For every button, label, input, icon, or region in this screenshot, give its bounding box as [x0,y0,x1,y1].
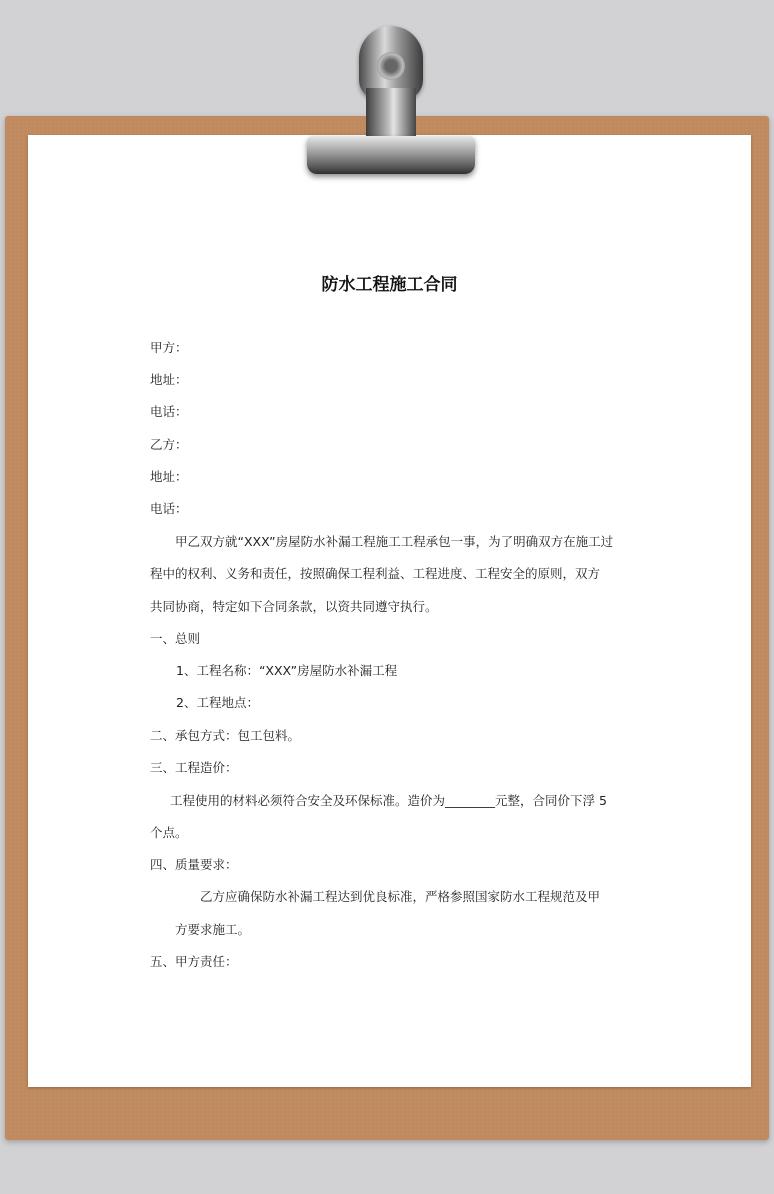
document-line: 五、甲方责任： [150,954,238,969]
document-line: 1、工程名称：“XXX”房屋防水补漏工程 [176,663,398,678]
document-line: 乙方： [150,437,188,452]
document-line: 地址： [150,469,188,484]
document-line: 地址： [150,372,188,387]
document-line: 工程使用的材料必须符合安全及环保标准。造价为________元整，合同价下浮 5 [170,793,607,808]
document-line: 甲方： [150,340,188,355]
clip-neck [366,88,416,140]
clip-ring-hole [377,52,405,80]
document-line: 四、质量要求： [150,857,238,872]
document-line: 共同协商，特定如下合同条款，以资共同遵守执行。 [150,599,438,614]
document-title: 防水工程施工合同 [321,275,458,295]
document-line: 乙方应确保防水补漏工程达到优良标准，严格参照国家防水工程规范及甲 [200,889,601,904]
document-line: 方要求施工。 [175,922,251,937]
document-line: 二、承包方式：包工包料。 [150,728,301,743]
document-line: 甲乙双方就“XXX”房屋防水补漏工程施工工程承包一事，为了明确双方在施工过 [175,534,614,549]
document-line: 2、工程地点： [176,695,259,710]
document-line: 电话： [150,501,188,516]
document-line: 程中的权利、义务和责任，按照确保工程利益、工程进度、工程安全的原则，双方 [150,566,601,581]
clip-bar [307,136,475,174]
document-line: 个点。 [150,825,188,840]
document-line: 电话： [150,404,188,419]
document-line: 三、工程造价： [150,760,238,775]
document-line: 一、总则 [150,631,201,646]
